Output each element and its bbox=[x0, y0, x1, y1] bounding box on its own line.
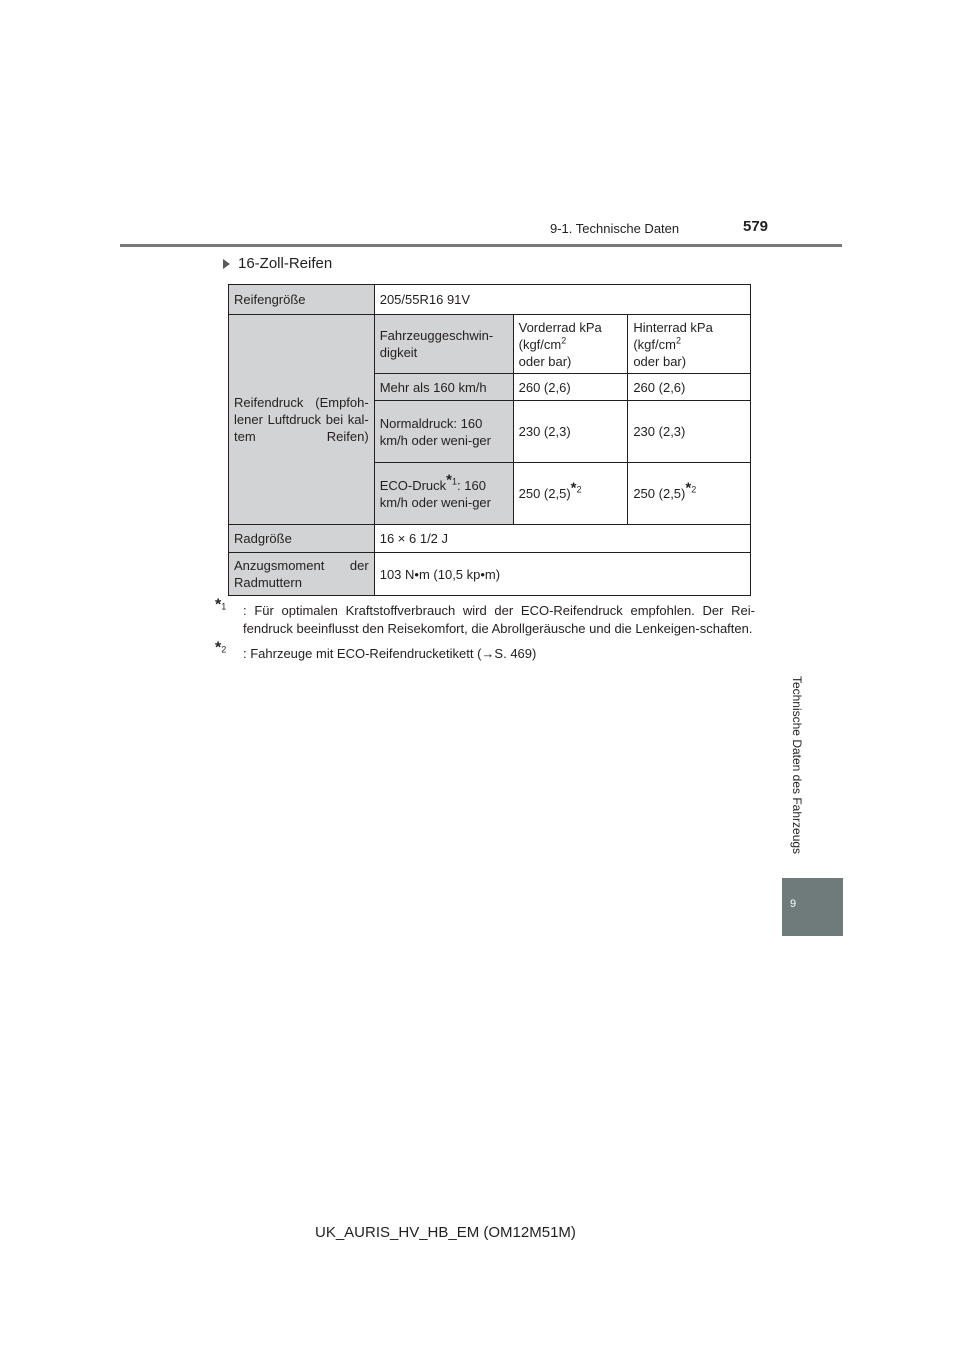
speed-cell: Mehr als 160 km/h bbox=[374, 374, 513, 401]
speed-cell: Normaldruck: 160 km/h oder weni-ger bbox=[374, 401, 513, 463]
asterisk-icon: * bbox=[570, 479, 577, 497]
footnote-text: : Fahrzeuge mit ECO-Reifendrucketikett (→S. 469) bbox=[243, 646, 537, 661]
front-header: Vorderrad kPa ($kgf/cm^2$ oder bar) bbox=[513, 315, 628, 374]
pressure-label: Reifendruck (Empfoh-lener Luftdruck bei kal-tem Reifen) bbox=[229, 315, 375, 525]
asterisk-icon: * bbox=[215, 596, 222, 614]
footnote: *$^2$ : Fahrzeuge mit ECO-Reifendrucketikett (→S. 469) bbox=[215, 645, 755, 663]
wheel-size-value: 16 × 6 1/2 J bbox=[374, 525, 750, 553]
arrow-icon bbox=[223, 259, 230, 269]
rear-pressure-cell: 260 (2,6) bbox=[628, 374, 751, 401]
side-tab bbox=[782, 660, 812, 870]
asterisk-icon: * bbox=[685, 479, 692, 497]
rear-pressure-cell: 230 (2,3) bbox=[628, 401, 751, 463]
front-pressure-cell: 260 (2,6) bbox=[513, 374, 628, 401]
chapter-number: 9 bbox=[790, 898, 797, 910]
chapter-box bbox=[782, 878, 843, 936]
page-number: 579 bbox=[743, 218, 769, 235]
eco-front-cell: 250 (2,5)*$^2$ bbox=[513, 463, 628, 525]
table-row bbox=[229, 315, 751, 374]
speed-header: Fahrzeuggeschwin-digkeit bbox=[374, 315, 513, 374]
torque-label: Anzugsmoment der Radmuttern bbox=[229, 553, 375, 596]
tire-spec-table bbox=[228, 284, 751, 596]
header-rule bbox=[120, 244, 842, 247]
asterisk-icon: * bbox=[215, 639, 222, 657]
subheading-text: 16-Zoll-Reifen bbox=[238, 255, 333, 272]
section-title: 9-1. Technische Daten bbox=[550, 221, 680, 236]
table-row bbox=[229, 285, 751, 315]
table-row bbox=[229, 525, 751, 553]
document-code: UK_AURIS_HV_HB_EM (OM12M51M) bbox=[315, 1224, 576, 1241]
torque-value: 103 N•m (10,5 kp•m) bbox=[374, 553, 750, 596]
table-row bbox=[229, 553, 751, 596]
subheading bbox=[223, 255, 332, 272]
side-tab-label: Technische Daten des Fahrzeugs bbox=[790, 675, 805, 855]
front-pressure-cell: 230 (2,3) bbox=[513, 401, 628, 463]
footnote: *$^1$ : Für optimalen Kraftstoffverbrauch wird der ECO-Reifendruck empfohlen. Der Rei-fendruck beeinflusst den Reisekomfort, die Abrollgeräusche und die Lenkeigen-schaften. bbox=[215, 596, 755, 636]
asterisk-icon: * bbox=[446, 471, 453, 489]
footnote-text: : Für optimalen Kraftstoffverbrauch wird der ECO-Reifendruck empfohlen. Der Rei-fendruck beeinflusst den Reisekomfort, die Abrollgeräusche und die Lenkeigen-schaften. bbox=[243, 603, 755, 636]
rear-header: Hinterrad kPa ($kgf/cm^2$ oder bar) bbox=[628, 315, 751, 374]
wheel-size-label: Radgröße bbox=[229, 525, 375, 553]
tire-size-value: 205/55R16 91V bbox=[374, 285, 750, 315]
eco-rear-cell: 250 (2,5)*$^2$ bbox=[628, 463, 751, 525]
eco-label: ECO-Druck*$^1$: 160 km/h oder weni-ger bbox=[374, 463, 513, 525]
footnotes bbox=[215, 596, 755, 670]
tire-size-label: Reifengröße bbox=[229, 285, 375, 315]
